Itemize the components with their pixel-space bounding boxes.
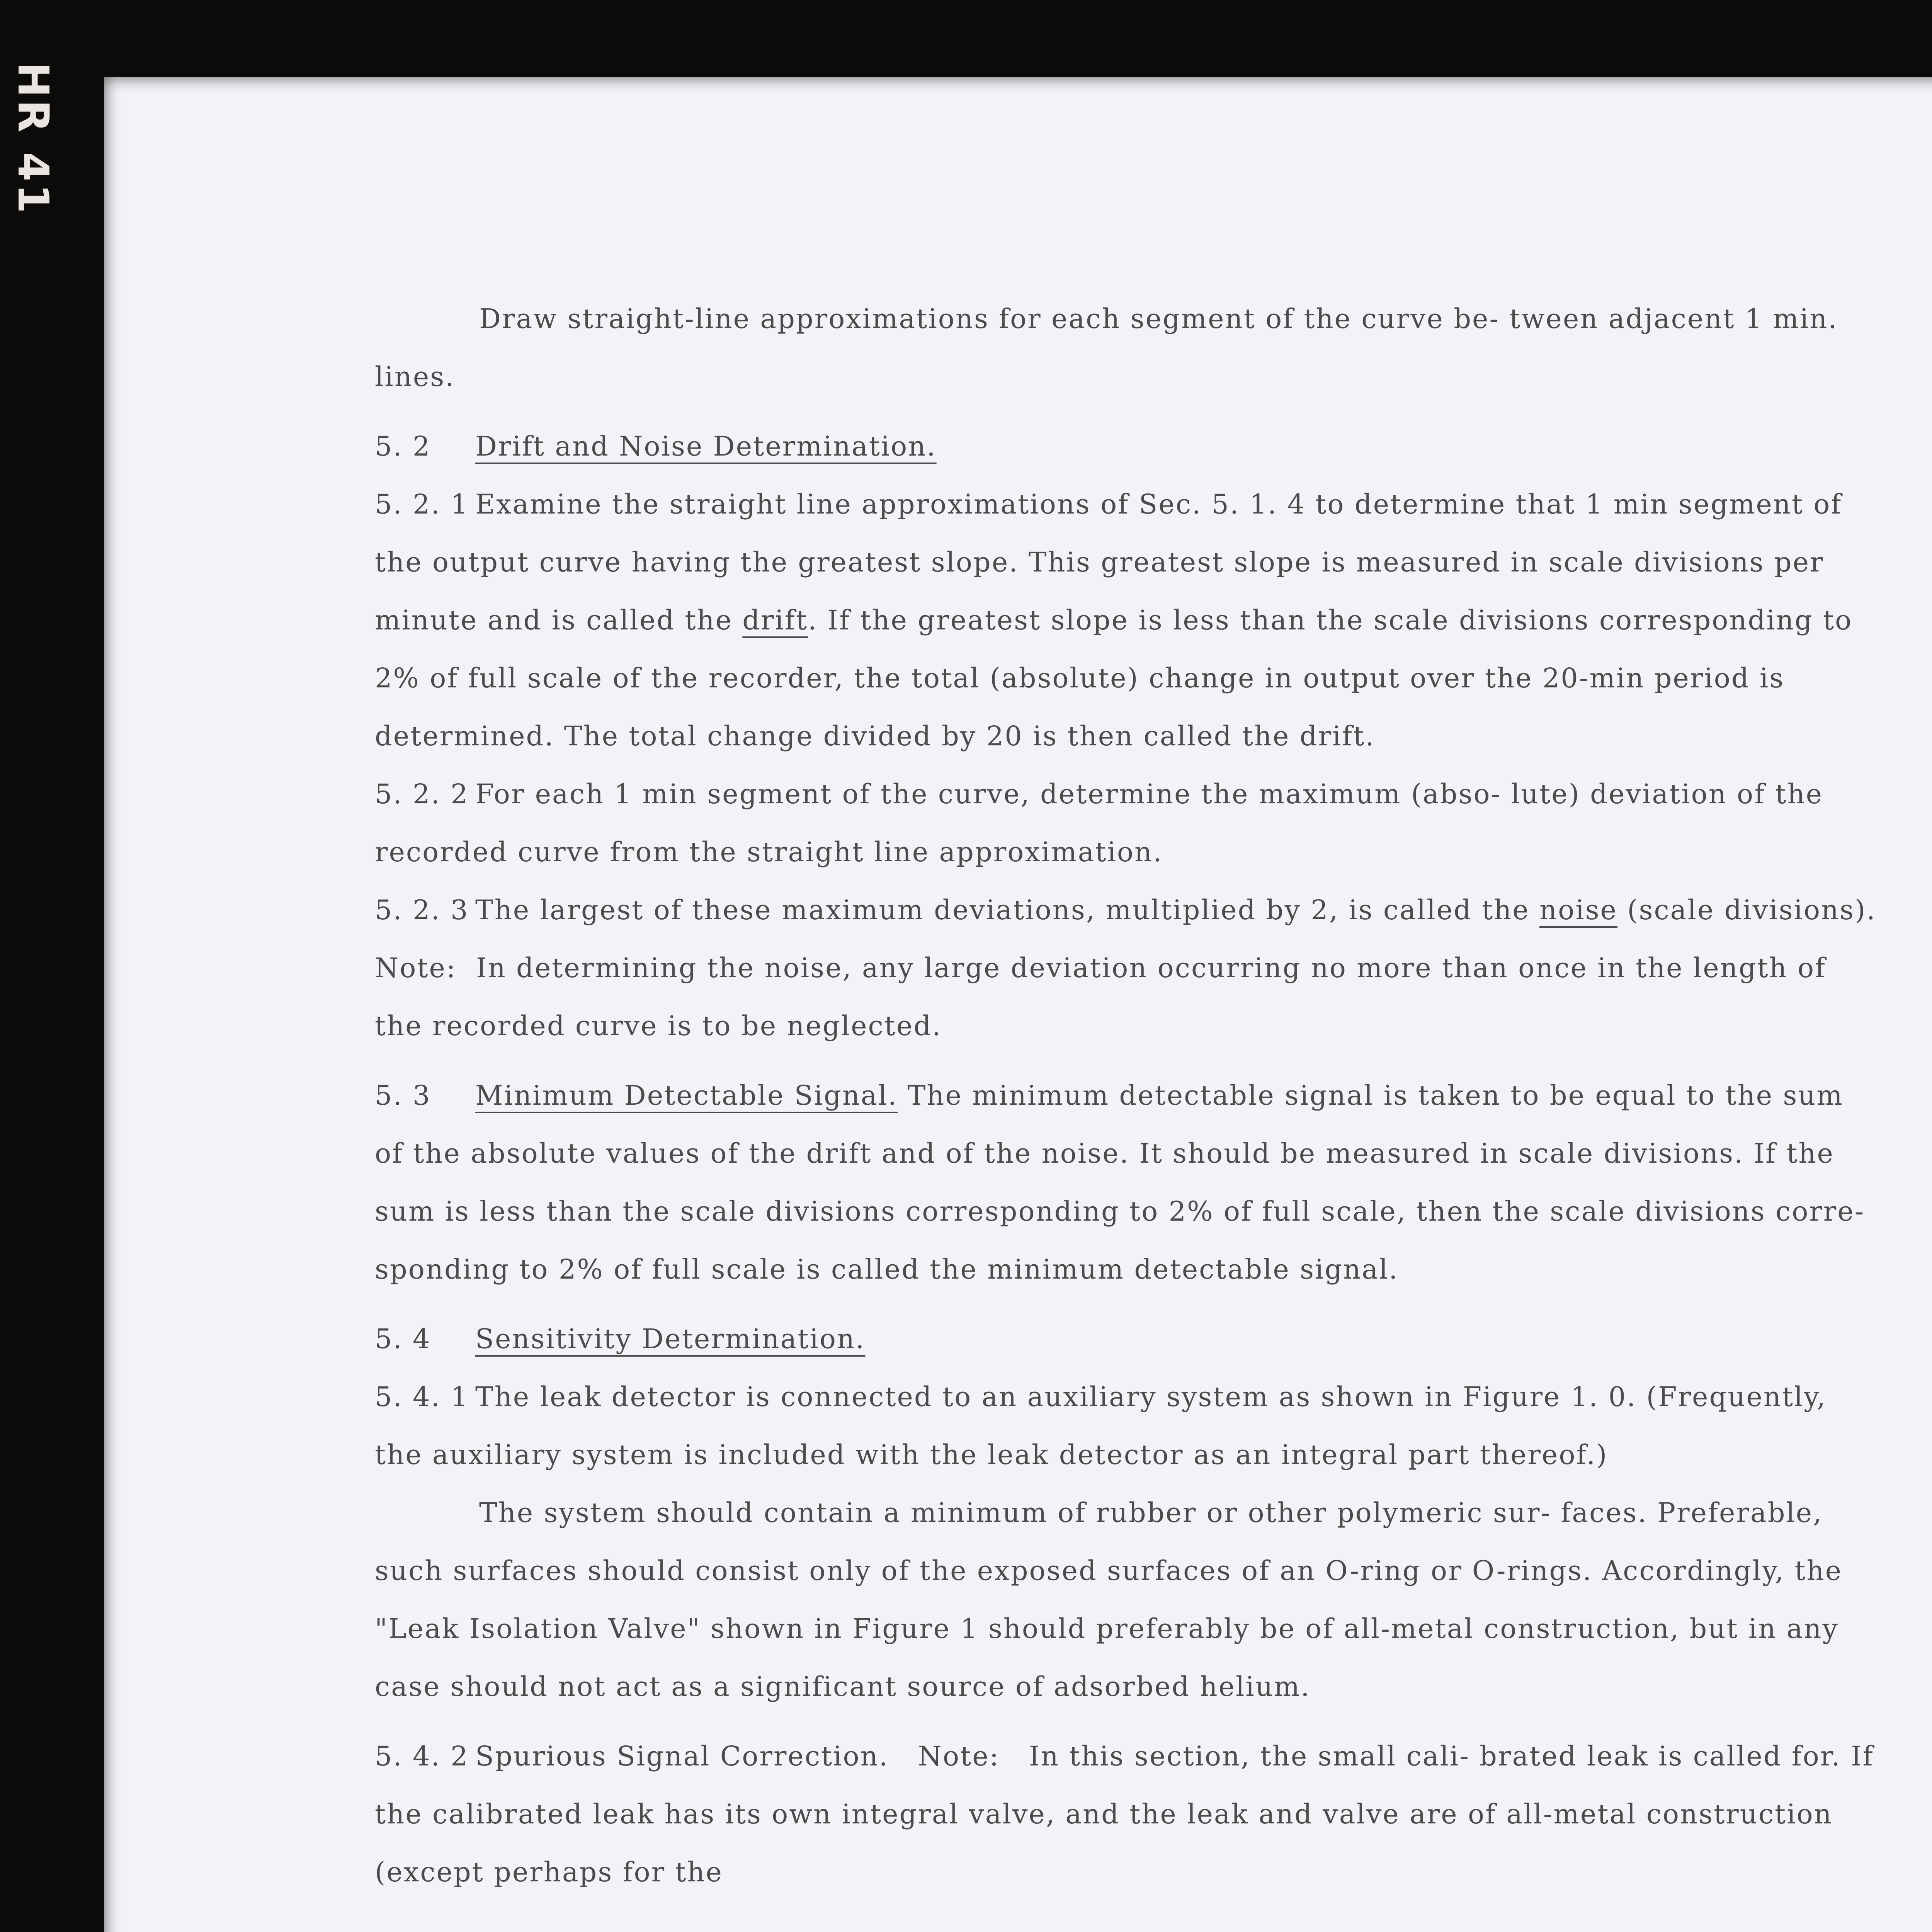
section-5-3 [375, 1066, 1882, 1298]
section-text: The leak detector is connected to an auxiliary system as shown in Figure 1. 0. (Frequently, the auxiliary system is included with the leak detector as an integral part thereof.) [375, 1381, 1827, 1471]
term-drift: drift [742, 604, 808, 636]
section-text: (scale divisions). [1627, 894, 1876, 926]
section-number: 5. 2. 1 [375, 488, 469, 520]
note-label: Note: [918, 1740, 1000, 1772]
film-edge-label-text: HR 41 [9, 62, 58, 216]
note-text: In determining the noise, any large deviation occurring no more than once in the length of the recorded curve is to be neglected. [375, 952, 1827, 1042]
section-5-2-heading [375, 417, 1882, 475]
section-5-4-heading [375, 1310, 1882, 1368]
section-text: For each 1 min segment of the curve, determine the maximum (abso- lute) deviation of the recorded curve from the straight line approximation. [375, 778, 1823, 868]
term-noise: noise [1539, 894, 1617, 926]
section-title: Spurious Signal Correction. [475, 1740, 889, 1772]
section-title: Minimum Detectable Signal. [475, 1080, 898, 1111]
section-number: 5. 2 [375, 430, 431, 462]
paragraph-intro: Draw straight-line approximations for each segment of the curve be- tween adjacent 1 min. lines. [375, 303, 1838, 393]
section-text: In this section, the small cali- brated leak is called for. If the calibrated leak has its own integral valve, and the leak and valve are of all-metal construction (except perhaps for the [375, 1740, 1874, 1888]
section-text: The minimum detectable signal is taken to be equal to the sum of the absolute values of the drift and of the noise. It should be measured in scale divisions. If the sum is less than the scale divisions corresponding to 2% of full scale, then the scale divisions corre- sponding to 2% of full scale is called the minimum detectable signal. [375, 1080, 1865, 1285]
section-title: Sensitivity Determination. [475, 1323, 866, 1355]
section-number: 5. 4. 2 [375, 1740, 469, 1772]
section-5-4-1 [375, 1368, 1882, 1484]
section-5-2-3 [375, 881, 1882, 939]
note-label: Note: [375, 952, 457, 984]
section-number: 5. 3 [375, 1080, 431, 1111]
section-number: 5. 4 [375, 1323, 431, 1355]
section-5-2-1 [375, 475, 1882, 765]
document-sheet [104, 77, 1932, 1932]
section-5-2-2 [375, 765, 1882, 881]
section-number: 5. 2. 2 [375, 778, 469, 810]
section-number: 5. 2. 3 [375, 894, 469, 926]
note-noise [375, 939, 1882, 1055]
film-edge-label [0, 62, 58, 216]
section-title: Drift and Noise Determination. [475, 430, 937, 462]
section-text: Examine the straight line approximations of Sec. 5. 1. 4 to determine that 1 min segment of the output curve having the greatest slope. This greatest slope is measured in scale divisions per minute and is called the [375, 488, 1842, 636]
section-text: The largest of these maximum deviations, multiplied by 2, is called the [475, 894, 1530, 926]
paragraph-system: The system should contain a minimum of rubber or other polymeric sur- faces. Preferable, such surfaces should consist only of the exposed surfaces of an O-ring or O-rings. Accordingly, the "Leak Isolation Valve" shown in Figure 1 should preferably be of all-metal construction, but in any case should not act as a significant source of adsorbed helium. [375, 1497, 1842, 1702]
section-text: . If the greatest slope is less than the scale divisions corresponding to 2% of full scale of the recorder, the total (absolute) change in output over the 20-min period is determined. The total change divided by 20 is then called the drift. [375, 604, 1853, 752]
page-body [375, 290, 1882, 1932]
section-number: 5. 4. 1 [375, 1381, 469, 1413]
section-5-4-2 [375, 1727, 1882, 1901]
